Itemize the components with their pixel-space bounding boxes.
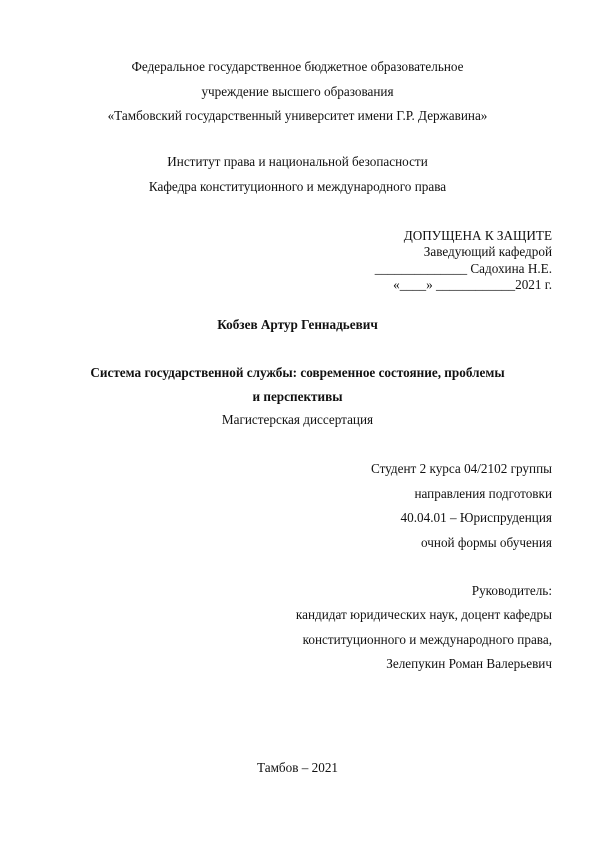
university-type-line: Федеральное государственное бюджетное образовательное — [131, 59, 464, 74]
education-level-line: учреждение высшего образования — [201, 84, 394, 99]
university-name-line: «Тамбовский государственный университет имени Г.Р. Державина» — [107, 108, 488, 123]
student-study-form: очной формы обучения — [421, 535, 552, 550]
approval-date: «____» ____________2021 г. — [393, 277, 552, 292]
student-direction-label: направления подготовки — [414, 486, 552, 501]
approval-title: ДОПУЩЕНА К ЗАЩИТЕ — [403, 228, 552, 243]
student-course-group: Студент 2 курса 04/2102 группы — [370, 461, 552, 476]
student-specialty: 40.04.01 – Юриспруденция — [400, 510, 552, 525]
supervisor-degree: кандидат юридических наук, доцент кафедры — [295, 607, 552, 622]
approval-role: Заведующий кафедрой — [423, 244, 552, 259]
thesis-type: Магистерская диссертация — [221, 412, 374, 427]
supervisor-department: конституционного и международного права, — [302, 632, 552, 647]
author-name: Кобзев Артур Геннадьевич — [217, 317, 378, 332]
city-year: Тамбов – 2021 — [256, 760, 339, 775]
approval-signature: ______________ Садохина Н.Е. — [374, 261, 552, 276]
thesis-title-line2: и перспективы — [252, 389, 343, 404]
institute-name: Институт права и национальной безопасности — [167, 154, 428, 169]
department-name: Кафедра конституционного и международного права — [148, 179, 447, 194]
thesis-title-line1: Система государственной службы: современное состояние, проблемы — [90, 365, 505, 380]
supervisor-name: Зелепукин Роман Валерьевич — [386, 656, 552, 671]
supervisor-label: Руководитель: — [471, 583, 552, 598]
